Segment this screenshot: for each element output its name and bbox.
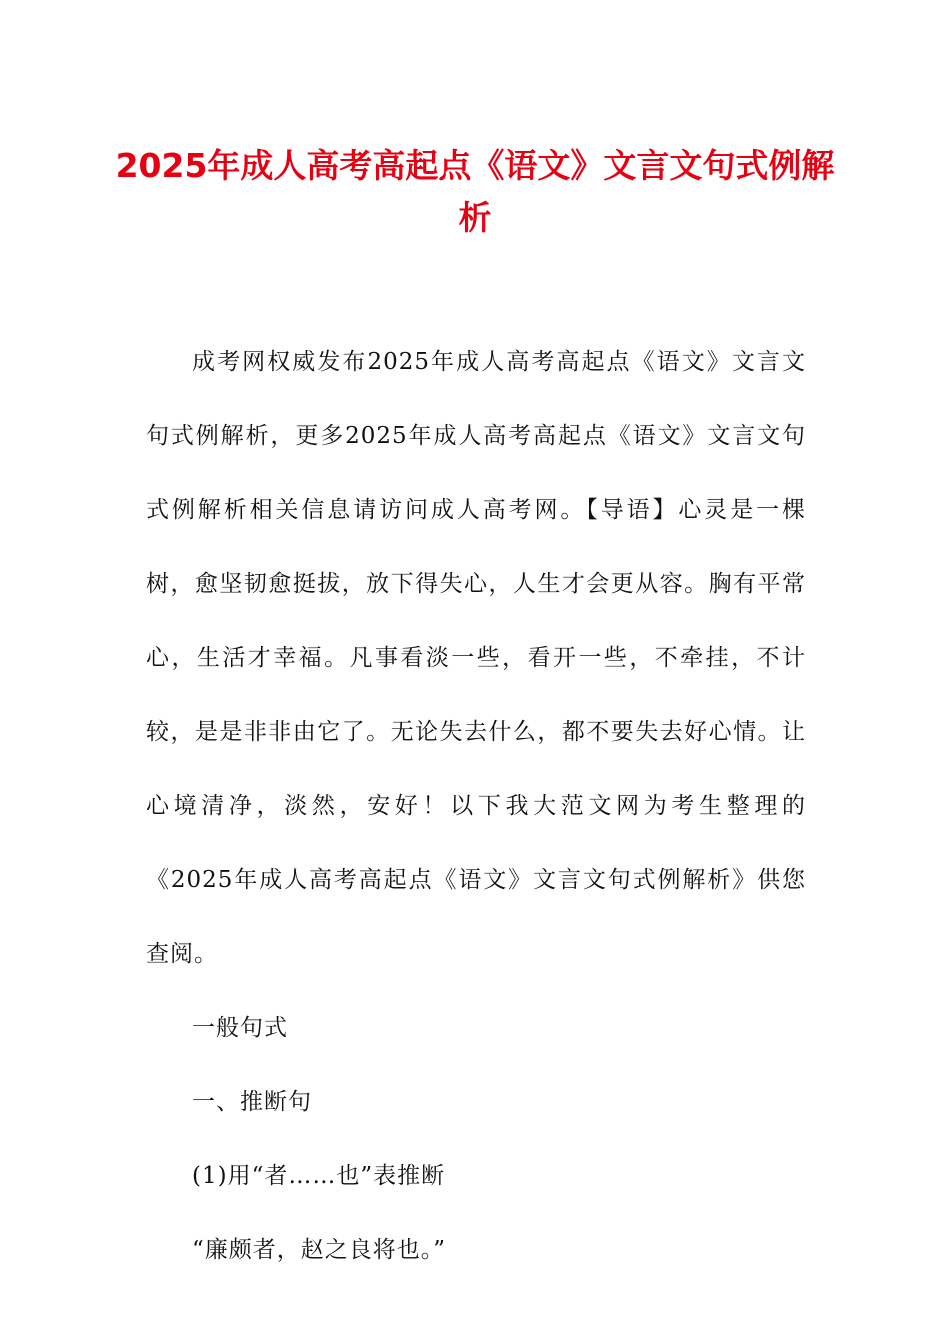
document-body bbox=[146, 325, 806, 1287]
subsection-heading: 一、推断句 bbox=[192, 1089, 312, 1115]
example-quote: “廉颇者，赵之良将也。” bbox=[192, 1237, 447, 1263]
rule-item: (1)用“者……也”表推断 bbox=[192, 1163, 446, 1189]
section-heading: 一般句式 bbox=[192, 1015, 288, 1041]
intro-paragraph: 成考网权威发布2025年成人高考高起点《语文》文言文句式例解析，更多2025年成人高考高起点《语文》文言文句式例解析相关信息请访问成人高考网。【导语】心灵是一棵树，愈坚韧愈挺拔，放下得失心，人生才会更从容。胸有平常心，生活才幸福。凡事看淡一些，看开一些，不牵挂，不计较，是是非非由它了。无论失去什么，都不要失去好心情。让心境清净，淡然，安好！以下我大范文网为考生整理的《2025年成人高考高起点《语文》文言文句式例解析》供您查阅。 bbox=[146, 349, 806, 967]
document-title: 2025年成人高考高起点《语文》文言文句式例解析 bbox=[115, 146, 835, 237]
